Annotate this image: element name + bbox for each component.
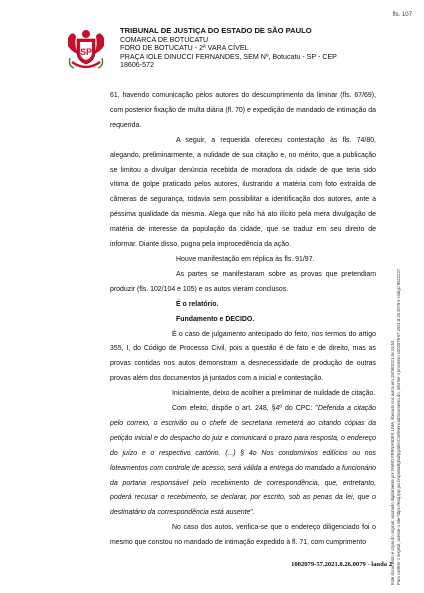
paragraph: 61, havendo comunicação pelos autores do descumprimento da liminar (fls. 67/69), com posterior fixação de multa diária (fl. 70) e expedição de mandado de intimação da requerida. (110, 92, 376, 129)
paragraph: Houve manifestação em réplica às fls. 91/97. (176, 255, 315, 263)
comarca: COMARCA DE BOTUCATU (120, 35, 209, 44)
quote-intro: Com efeito, dispõe o art. 248, §4º do CPC: " (172, 405, 318, 413)
process-footer: 1002079-57.2021.8.26.0079 - lauda 2 (291, 561, 392, 568)
foro: FORO DE BOTUCATU - 2ª VARA CÍVEL (120, 44, 249, 53)
court-cep: 18606-572 (120, 61, 154, 70)
seal-lettering: SP (79, 47, 93, 57)
digital-signature-note (390, 25, 401, 585)
paragraph: No caso dos autos, verifica-se que o endereço diligenciado foi o mesmo que constou no mandado de intimação expedido à fl. 71, com cumprimento (110, 524, 376, 547)
court-name: TRIBUNAL DE JUSTIÇA DO ESTADO DE SÃO PAULO (120, 26, 312, 35)
court-address: PRAÇA IOLE DINUCCI FERNANDES, SEM Nº, Botucatu - SP - CEP (120, 52, 337, 61)
legal-quote-paragraph (110, 402, 376, 521)
quote-text: Deferida a citação pelo correio, o escrivão ou o chefe de secretaria remeterá ao citando cópias da petição inicial e do despacho do juiz e comunicará o prazo para resposta, o endereço do juízo e o respectivo cartório. (...) § 4o Nos condomínios edilícios ou nos loteamentos com controle de acesso, será válida a entrega do mandado a funcionário da portaria responsável pelo recebimento de correspondência, que, entretanto, poderá recusar o recebimento, se declarar, por escrito, sob as penas da lei, que o destinatário da correspondência está ausente (110, 405, 376, 517)
page-number: fls. 107 (392, 12, 412, 18)
verification-line: Para conferir o original, acesse o site https://esaj.tjsp.jus.br/pastadigital/pg/abrirConferenciaDocumento.do, informe o processo 1002079-57.2021.8.26.0079 e código 9622237. (395, 267, 401, 585)
paragraph: A seguir, a requerida ofereceu contestação às fls. 74/80, alegando, preliminarmente, a nulidade de sua citação e, no mérito, que a publicação se limitou a divulgar denúncia recebida de moradora da cidade de que teria sido vítima de golpe praticado pelos autores, ilustrando a matéria com foto extraída de câmeras de segurança, todavia sem possibilitar a identificação dos autores, ante a péssima qualidade da mesma. Alega que não há ato ilícito pela mera divulgação de matéria de interesse da população da cidade, que se traduz em seu direito de informar. Diante disso, pugna pela improcedência da ação. (110, 136, 376, 249)
signature-line: Este documento é cópia do original, assinado digitalmente por FABIO FERNANDES LIMA, liberado nos autos em 10/08/2021 às 15:53 . (390, 338, 395, 585)
section-heading: É o relatório. (176, 300, 219, 308)
quote-end: ". (250, 509, 255, 517)
paragraph: É o caso de julgamento antecipado do feito, nos termos do artigo 355, I, do Código de Processo Civil, pois a questão é de fato e de direito, mas as provas contidas nos autos demonstram a desnecessidade de produção de outras provas além dos documentos já juntados com a inicial e contestação. (110, 330, 376, 383)
paragraph: As partes se manifestaram sobre as provas que pretendiam produzir (fls. 102/104 e 105) e os autos vieram conclusos. (110, 270, 376, 293)
court-header (120, 27, 337, 70)
paragraph: Inicialmente, deixo de acolher a preliminar de nulidade de citação. (172, 390, 376, 398)
section-heading: Fundamento e DECIDO. (176, 315, 255, 323)
document-body (110, 89, 376, 551)
coat-of-arms-icon (64, 28, 108, 72)
